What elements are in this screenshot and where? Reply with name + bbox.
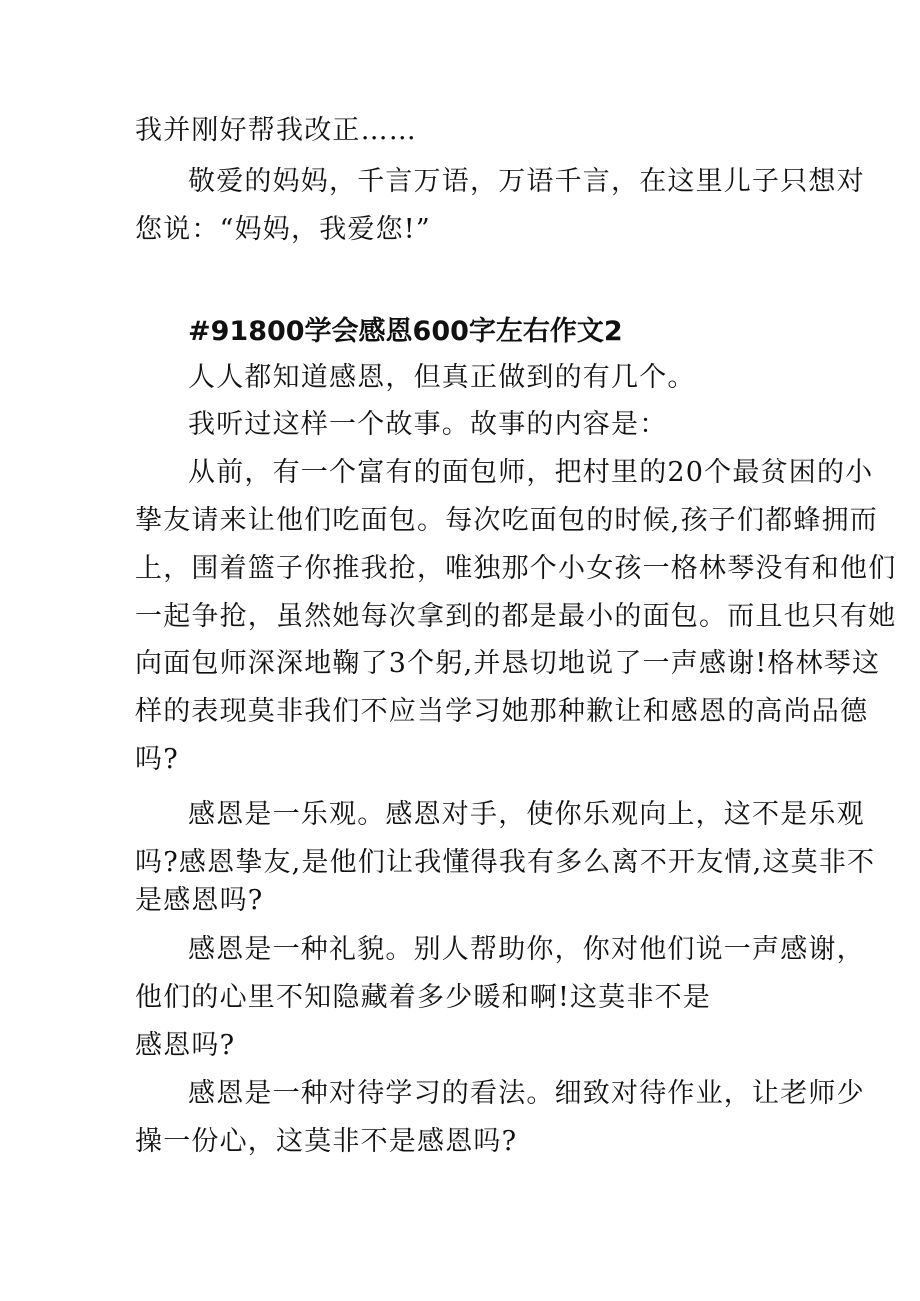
text-line: 您说：“妈妈，我爱您!” [135, 214, 431, 245]
text-line: 从前，有一个富有的面包师，把村里的20个最贫困的小 [188, 457, 874, 488]
text-line: 感恩是一乐观。感恩对手，使你乐观向上，这不是乐观 [188, 799, 865, 830]
text-line: 我听过这样一个故事。故事的内容是： [188, 409, 668, 440]
text-line: 样的表现莫非我们不应当学习她那种歉让和感恩的高尚品德 [135, 696, 869, 727]
text-line: 感恩是一种对待学习的看法。细致对待作业，让老师少 [188, 1078, 865, 1109]
text-line: 人人都知道感恩，但真正做到的有几个。 [188, 362, 696, 393]
text-line: 一起争抢，虽然她每次拿到的都是最小的面包。而且也只有她 [135, 601, 897, 632]
text-line: 操一份心，这莫非不是感恩吗? [135, 1126, 518, 1157]
text-line: 上，围着篮子你推我抢，唯独那个小女孩一格林琴没有和他们 [135, 553, 897, 584]
text-line: 吗? [135, 744, 179, 775]
text-line: 向面包师深深地鞠了3个躬,并恳切地说了一声感谢!格林琴这 [135, 648, 881, 679]
text-line: 感恩是一种礼貌。别人帮助你，你对他们说一声感谢， [188, 934, 865, 965]
text-line: 吗?感恩挚友,是他们让我懂得我有多么离不开友情,这莫非不 [135, 847, 876, 878]
section-heading: #91800学会感恩600字左右作文2 [188, 316, 623, 347]
text-line: 他们的心里不知隐藏着多少暖和啊!这莫非不是 [135, 982, 712, 1013]
text-line: 我并刚好帮我改正…… [135, 115, 417, 146]
text-line: 敬爱的妈妈，千言万语，万语千言，在这里儿子只想对 [188, 166, 865, 197]
text-line: 感恩吗? [135, 1030, 236, 1061]
text-line: 挚友请来让他们吃面包。每次吃面包的时候,孩子们都蜂拥而 [135, 505, 878, 536]
text-line: 是感恩吗? [135, 885, 264, 916]
